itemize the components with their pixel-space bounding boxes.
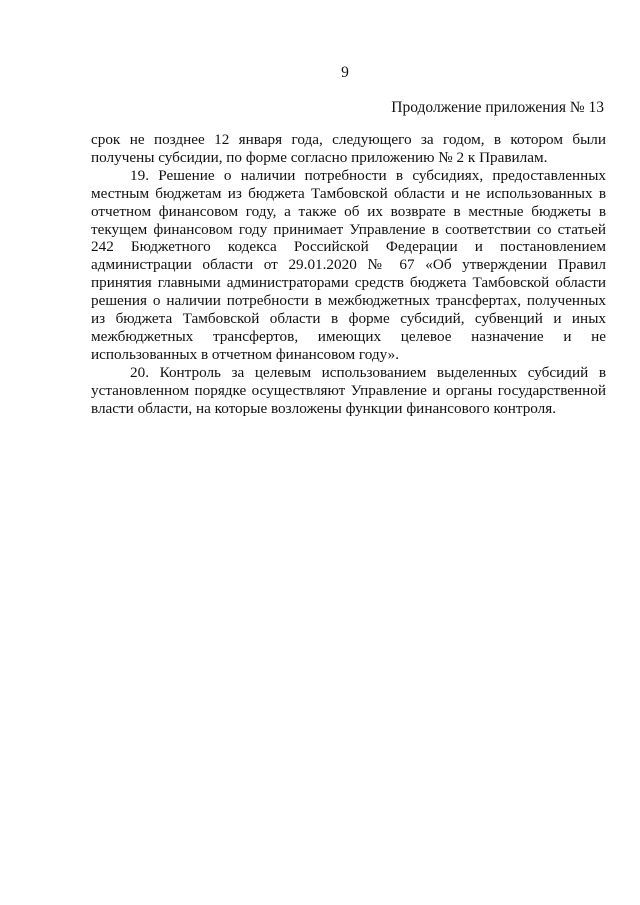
paragraph-continuation: срок не позднее 12 января года, следующего за годом, в котором были получены субсидии, по форме согласно приложению № 2 к Правилам. <box>91 131 606 166</box>
paragraph-20: 20. Контроль за целевым использованием выделенных субсидий в установленном порядке осуществляют Управление и органы государственной власти области, на которые возложены функции финансового контроля. <box>91 363 606 417</box>
document-body <box>91 131 606 418</box>
page-number: 9 <box>341 64 349 81</box>
appendix-continuation-note: Продолжение приложения № 13 <box>391 99 604 116</box>
paragraph-19: 19. Решение о наличии потребности в субсидиях, предоставленных местным бюджетам из бюджета Тамбовской области и не использованных в отчетном финансовом году, а также об их возврате в местные бюджеты в текущем финансовом году принимает Управление в соответствии со статьей 242 Бюджетного кодекса Российской Федерации и постановлением администрации области от 29.01.2020 № 67 «Об утверждении Правил принятия главными администраторами средств бюджета Тамбовской области решения о наличии потребности в межбюджетных трансфертах, полученных из бюджета Тамбовской области в форме субсидий, субвенций и иных межбюджетных трансфертов, имеющих целевое назначение и не использованных в отчетном финансовом году». <box>91 166 606 363</box>
